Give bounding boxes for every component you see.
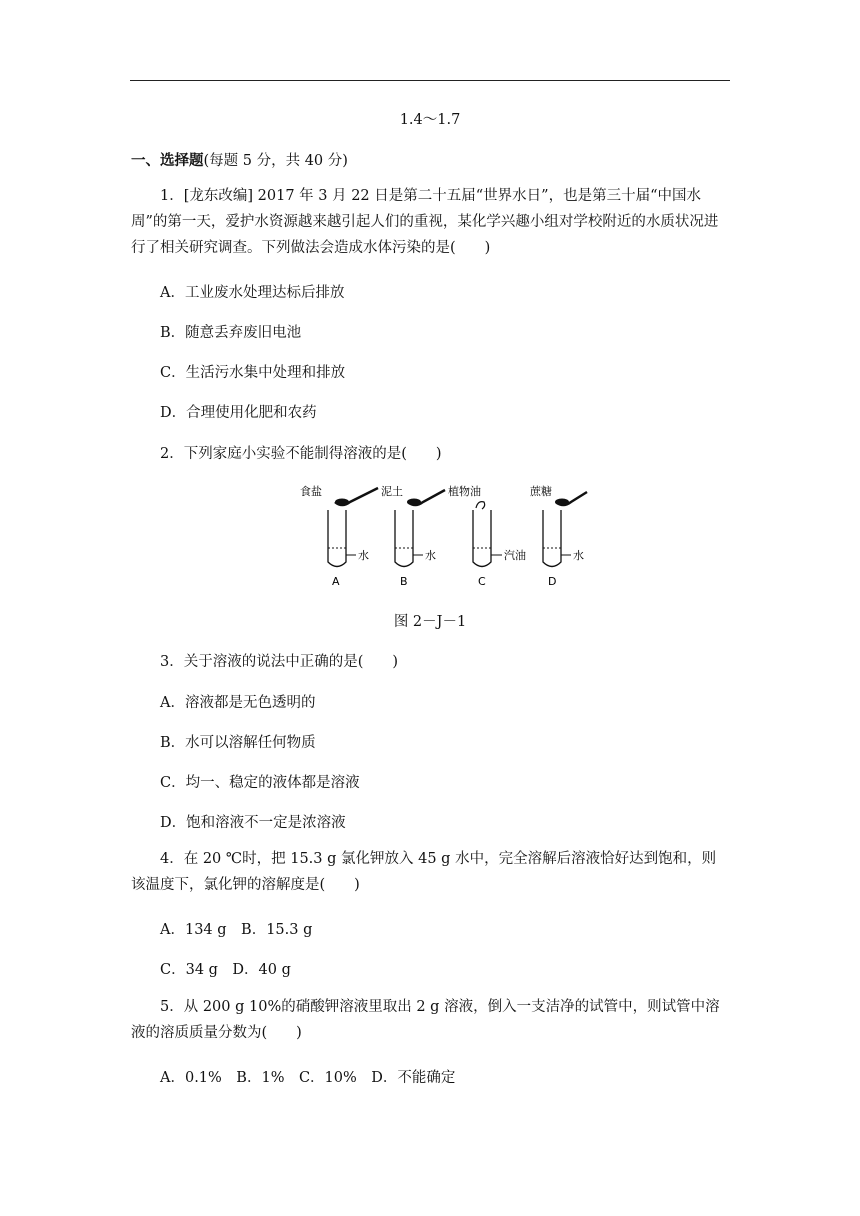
section-heading (131, 149, 348, 170)
question-4-options-ab: A．134 g B．15.3 g (160, 922, 313, 938)
question-3-option-a: A．溶液都是无色透明的 (160, 695, 316, 711)
tube-a-letter: A (332, 575, 340, 588)
tube-b-spoon-label: 泥土 (381, 485, 403, 498)
tube-d-spoon-label: 蔗糖 (530, 485, 552, 498)
question-3-option-c: C．均一、稳定的液体都是溶液 (160, 775, 360, 791)
question-1-option-a: A．工业废水处理达标后排放 (160, 285, 345, 301)
question-4-stem: 4．在 20 ℃时，把 15.3 g 氯化钾放入 45 g 水中，完全溶解后溶液恰好达到饱和，则该温度下，氯化钾的溶解度是( ) (131, 851, 717, 893)
question-3-stem: 3．关于溶液的说法中正确的是( ) (160, 654, 399, 670)
test-tube-figure (290, 478, 600, 593)
spoon-bowl (555, 499, 569, 506)
tube-c-glass (473, 510, 491, 567)
spoon-bowl (407, 499, 421, 506)
tube-d-glass (543, 510, 561, 567)
section-title: 一、选择题 (131, 152, 204, 169)
test-tube-d (530, 484, 587, 588)
page-title: 1.4～1.7 (399, 112, 461, 128)
test-tube-b (381, 484, 445, 588)
test-tube-c (448, 484, 526, 588)
tube-b-glass (395, 510, 413, 567)
question-2-stem: 2．下列家庭小实验不能制得溶液的是( ) (160, 446, 442, 462)
question-5-stem: 5．从 200 g 10%的硝酸钾溶液里取出 2 g 溶液，倒入一支洁净的试管中，则试管中溶液的溶质质量分数为( ) (131, 999, 720, 1041)
tube-b-liquid-label: 水 (425, 549, 436, 562)
question-1-option-b: B．随意丢弃废旧电池 (160, 325, 302, 341)
tube-c-spoon-label: 植物油 (448, 485, 481, 498)
figure-caption: 图 2－J－1 (393, 614, 467, 630)
test-tube-a (300, 484, 378, 588)
dropper-icon (476, 502, 485, 509)
question-3-option-d: D．饱和溶液不一定是浓溶液 (160, 815, 346, 831)
tube-a-spoon-label: 食盐 (300, 485, 322, 498)
section-note: (每题 5 分，共 40 分) (203, 153, 348, 169)
tube-b-letter: B (400, 575, 408, 588)
tube-c-letter: C (478, 575, 486, 588)
tube-a-glass (328, 510, 346, 567)
tube-c-liquid-label: 汽油 (504, 549, 526, 562)
spoon-bowl (335, 499, 349, 506)
question-1-option-c: C．生活污水集中处理和排放 (160, 365, 346, 381)
question-1-option-d: D．合理使用化肥和农药 (160, 405, 317, 421)
tube-d-liquid-label: 水 (573, 549, 584, 562)
tube-d-letter: D (548, 575, 557, 588)
tube-a-liquid-label: 水 (358, 549, 369, 562)
question-3-option-b: B．水可以溶解任何物质 (160, 735, 316, 751)
question-1-stem: 1．[龙东改编] 2017 年 3 月 22 日是第二十五届“世界水日”，也是第三十届“中国水周”的第一天，爱护水资源越来越引起人们的重视，某化学兴趣小组对学校附近的水质状况进行了相关研究调查。下列做法会造成水体污染的是( ) (131, 188, 719, 256)
header-rule (130, 80, 730, 81)
question-5-options: A．0.1% B．1% C．10% D．不能确定 (160, 1070, 456, 1086)
question-4-options-cd: C．34 g D．40 g (160, 962, 291, 978)
